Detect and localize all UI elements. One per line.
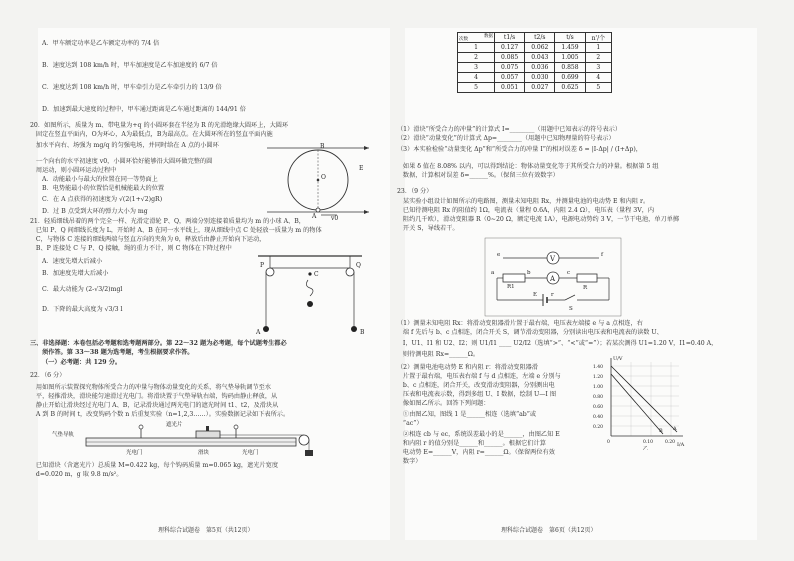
q19-option-a: A．甲车额定功率是乙车额定功率的 7/4 倍: [42, 40, 160, 47]
q23-part2: 压表和电流表示数，得到多组 U、I 数据，绘制 U—I 图: [397, 391, 557, 398]
q22-line: 用如图所示装置探究物体所受合力的冲量与物体动量变化的关系，将气垫导轨调节至水: [30, 384, 272, 391]
graph-ylabel: U/V: [613, 356, 623, 362]
table-header-row: [458, 33, 612, 43]
q23-line: 阻约几千欧），滑动变阻器 R（0~20 Ω，额定电流 1A），电源电动势约 3 V，一节干电池，单刀单掷: [397, 216, 680, 223]
table-cell: 0.027: [525, 83, 555, 93]
q23-circuit-figure: [483, 236, 623, 318]
ytick: 1.40: [593, 365, 604, 370]
q21-line: C，与物体 C 连接的细线两端与竖直方向的夹角为 θ，释放后由静止开始向下运动，: [30, 236, 266, 243]
graph-grid: [611, 362, 679, 436]
c-node-label: c: [567, 270, 571, 276]
q22-note1: 已知滑块（含遮光片）总质量 M=0.422 kg，每个钩码质量 m=0.065 kg，遮光片宽度: [30, 462, 279, 469]
q20-line: 固定在竖直平面内，O为环心，A为最低点，B为最高点。在大圆环所在的竖直平面内施: [30, 131, 273, 138]
line-b: [611, 374, 663, 434]
q22-note2: d=0.020 m，g 取 9.8 m/s²。: [30, 471, 123, 478]
corner-cell: 数据 次数: [459, 34, 493, 42]
left-footer: 理科综合试题卷 第5页（共12页）: [158, 527, 254, 534]
ammeter-label: A: [550, 275, 556, 283]
q20-option-b: B．电势能最小的位置恰是机械能最大的位置: [42, 185, 165, 192]
q22-air-track-figure: [46, 420, 346, 458]
q23-part2: 电动势 E=______V，内阻 r=______Ω。（保留两位有效: [397, 449, 555, 456]
q21-option-b: B．加速度先增大后减小: [42, 270, 109, 277]
table-cell: 1.005: [555, 53, 585, 63]
q22-sub: （1）滑块“所受合力的冲量”的计算式 I=________（用题中已知表示的符号表示）: [397, 126, 622, 133]
b-node-label: b: [527, 270, 531, 276]
table-cell: 2: [458, 53, 495, 63]
table-cell: 0.858: [555, 63, 585, 73]
q22-line: A 到 B 的时间 t，改变钩码个数 n 后重复实验（n=1,2,3……）。实验数据记录如下表所示。: [30, 411, 290, 418]
q23-part2: （2）测量电池电动势 E 和内阻 r：将滑动变阻器滑: [397, 364, 539, 371]
r-internal-label: r: [551, 292, 554, 298]
ytick: 0.60: [593, 405, 604, 410]
q19-option-c: C．速度达到 108 km/h 时，甲车牵引力是乙车牵引力的 13/9 倍: [42, 84, 222, 91]
f-node-label: f: [601, 252, 604, 258]
data-table: [457, 32, 612, 93]
q21-option-c: C．最大动能为 (2-√3/2)mgl: [42, 286, 123, 293]
table-cell: 0.036: [525, 63, 555, 73]
r-label: R: [583, 285, 588, 291]
q23-part2: 片置于最右端，电压表右端 f 与 d 点相连，左端 e 分别与: [397, 373, 561, 380]
table-cell: 4: [458, 73, 495, 83]
q23-line: 开关 S，导线若干。: [397, 225, 459, 232]
graph-xlabel: I/A: [677, 442, 685, 448]
header-cell: t/s: [555, 33, 585, 43]
label-gate1: 光电门: [126, 450, 143, 456]
q20-line: 一个向右的水平初速度 v0，小圆环恰好能够沿大圆环做完整的圆: [30, 158, 213, 165]
q22-sub: 如果 δ 值在 8.08% 以内，可以得到结论：物体动量变化等于其所受合力的冲量。根据第 5 组: [397, 163, 659, 170]
section3-title2: 须作答。第 33～38 题为选考题，考生根据要求作答。: [42, 349, 194, 356]
q23-part2: 和内阻 r 的值分别是______和______。根据它们计算: [397, 440, 546, 447]
e-label: E: [533, 292, 538, 298]
q23-part2: ②相连 cb 与 ec，系统误差最小的是______，由图乙知 E: [397, 431, 560, 438]
label-b: B: [360, 329, 365, 336]
label-a: A: [256, 329, 261, 336]
q22-line: 平，轻推滑块，滑块能匀速滑过光电门。将滑块置于气垫导轨右端，钩码由静止释放，从: [30, 393, 278, 400]
q23-part2: 像如图乙所示。回答下列问题：: [397, 400, 490, 407]
q20-option-c: C．在 A 点获得的初速度为 √(2(1+√2)gR): [42, 196, 163, 203]
right-page: [397, 28, 757, 540]
q23-part2: 数字）: [397, 458, 422, 465]
q21-pulley-figure: [250, 250, 370, 338]
q21-option-a: A．速度先增大后减小: [42, 258, 103, 265]
q23-part1: 端 f 先后与 b、c 点相连，闭合开关 S，调节滑动变阻器，分别读出电压表和电流表的读数 U、: [397, 329, 663, 336]
label-slider: 滑块: [198, 450, 210, 456]
table-cell: 0.699: [555, 73, 585, 83]
table-cell: 3: [585, 63, 612, 73]
section3-title: 三、非选择题：本卷包括必考题和选考题两部分。第 22～32 题为必考题，每个试题考生都必: [30, 340, 287, 347]
table-cell: 4: [585, 73, 612, 83]
q23-head: 23．（9 分）: [397, 188, 433, 195]
table-cell: 1.459: [555, 43, 585, 53]
table-cell: 0.625: [555, 83, 585, 93]
header-cell: n'/个: [585, 33, 612, 43]
xtick: 0.20: [665, 440, 676, 445]
table-cell: 0.085: [495, 53, 525, 63]
table-cell: 3: [458, 63, 495, 73]
label-v0: v0: [331, 215, 339, 222]
q23-part1: I，U1、I1 和 U2、I2；则 U1/I1 ____ U2/I2（选填“>”、“<”或“=”）；若某次测得 U1=1.20 V，I1=0.40 A，: [397, 340, 718, 347]
table-cell: 0.057: [495, 73, 525, 83]
q20-option-a: A．动能最小与最大的位置在同一等势面上: [42, 176, 158, 183]
table-cell: 0.051: [495, 83, 525, 93]
voltmeter-label: V: [550, 255, 556, 263]
label-guide: 气垫导轨: [52, 432, 75, 438]
ytick: 0.40: [593, 415, 604, 420]
left-page: [30, 28, 390, 540]
table-cell: 1: [585, 43, 612, 53]
label-e: E: [359, 165, 364, 172]
q23-part2: “ac”）: [397, 420, 423, 427]
q21-line: 已知 P、Q 间细线长度为 L，开始时 A、B 在同一水平线上，现从细线中点 C 处轻放一质量为 m 的物体: [30, 227, 322, 234]
r1-label: R1: [507, 284, 515, 290]
q19-option-d: D．加速到最大速度的过程中，甲车通过距离是乙车通过距离的 144/91 倍: [42, 106, 246, 113]
table-cell: 0.127: [495, 43, 525, 53]
q20-ring-figure: [263, 140, 373, 222]
q22-head: 22．（6 分）: [30, 372, 66, 379]
q21-line: B、P 连接处 C 与 P、Q 接触，绳的重力不计，则 C 物体在下降过程中: [30, 245, 232, 252]
right-footer: 理科综合试题卷 第6页（共12页）: [501, 527, 597, 534]
q19-option-b: B．速度达到 108 km/h 时，甲车加速度是乙车加速度的 6/7 倍: [42, 62, 218, 69]
label-gate2: 光电门: [242, 450, 259, 456]
table-row: [458, 63, 612, 73]
section3-sub: （一）必考题：共 129 分。: [42, 359, 122, 366]
label-p: P: [260, 262, 265, 269]
q20-option-d: D．过 B 点受到大环的弹力大小为 mg: [42, 208, 148, 215]
header-cell: t1/s: [495, 33, 525, 43]
table-row: [458, 53, 612, 63]
q22-sub: （3）本实验检验“动量变化 Δp”和“所受合力的冲量 I”的相对误差 δ = |I-Δp| / (I+Δp)，: [397, 146, 642, 153]
label-b: B: [320, 143, 325, 150]
table-cell: 0.043: [525, 53, 555, 63]
table-cell: 0.030: [525, 73, 555, 83]
graph-caption: 乙: [643, 446, 649, 450]
ytick: 1.20: [593, 375, 604, 380]
q22-sub: （2）滑块“动量变化”的计算式 Δp=________（用题中已知物理量的符号表示）: [397, 135, 615, 142]
table-cell: 0.075: [495, 63, 525, 73]
q22-sub: 数据，计算相对误差 δ=______%。（保留三位有效数字）: [397, 172, 559, 179]
q23-part1: 则待测电阻 Rx=______Ω。: [397, 351, 480, 358]
q22-line: 静止开始让滑块经过光电门 A、B，记录滑块通过两光电门的遮光时间 t1、t2，及滑块从: [30, 402, 279, 409]
table-row: [458, 83, 612, 93]
label-shade: 遮光片: [166, 422, 183, 428]
q23-line: 已知待测电阻 Rx 的阻值约 1Ω，电流表（量程 0.6A，内阻 2.4 Ω），电压表（量程 3V，内: [397, 207, 655, 214]
q23-part2: ①由图乙知，图线 1 是______相连（选填“ab”或: [397, 411, 537, 418]
ytick: 1.00: [593, 385, 604, 390]
q21-option-d: D．下降的最大高度为 √3/3 l: [42, 306, 123, 313]
ytick: 0.80: [593, 395, 604, 400]
xtick: 0: [607, 440, 610, 445]
a-node-label: a: [491, 270, 495, 276]
line-a-label: A: [673, 426, 677, 432]
table-row: [458, 43, 612, 53]
table-cell: 0.062: [525, 43, 555, 53]
label-a: A: [312, 213, 317, 220]
label-o: O: [321, 174, 326, 181]
e-node-label: e: [497, 252, 501, 258]
q23-part2: b、c 点相连，闭合开关，改变滑动变阻器，分别测出电: [397, 382, 555, 389]
label-q: Q: [356, 262, 361, 269]
table-cell: 2: [585, 53, 612, 63]
q21-line: 21．轻质细线吊着的两个完全一样、光滑定滑轮 P、Q，两端分别连接着质量均为 m 的小球 A、B，: [30, 218, 305, 225]
table-cell: 5: [458, 83, 495, 93]
table-row: [458, 73, 612, 83]
label-c: C: [314, 271, 319, 278]
q20-line: 加水平向右、场强为 mg/q 的匀强电场，并同时给在 A 点的小圆环: [30, 142, 219, 149]
table-cell: 5: [585, 83, 612, 93]
q20-line: 20．如图所示，质量为 m、带电量为+q 的小圆环套在半径为 R 的光滑绝缘大圆环上，大圆环: [30, 122, 289, 129]
q20-line: 周运动，则小圆环运动过程中: [30, 167, 117, 174]
q23-part1: （1）测量未知电阻 Rx：将滑动变阻器滑片置于最右端，电压表左端接 e 与 a 点相连，右: [397, 320, 643, 327]
ytick: 0.20: [593, 425, 604, 430]
s-label: S: [569, 306, 573, 312]
q23-line: 某实验小组设计如图所示的电路图，测量未知电阻 Rx，并测量电池的电动势 E 和内阻 r。: [397, 198, 650, 205]
line-b-label: B: [659, 428, 663, 434]
header-cell: t2/s: [525, 33, 555, 43]
ui-graph: [591, 354, 687, 450]
table-cell: 1: [458, 43, 495, 53]
xtick: 0.10: [643, 440, 654, 445]
